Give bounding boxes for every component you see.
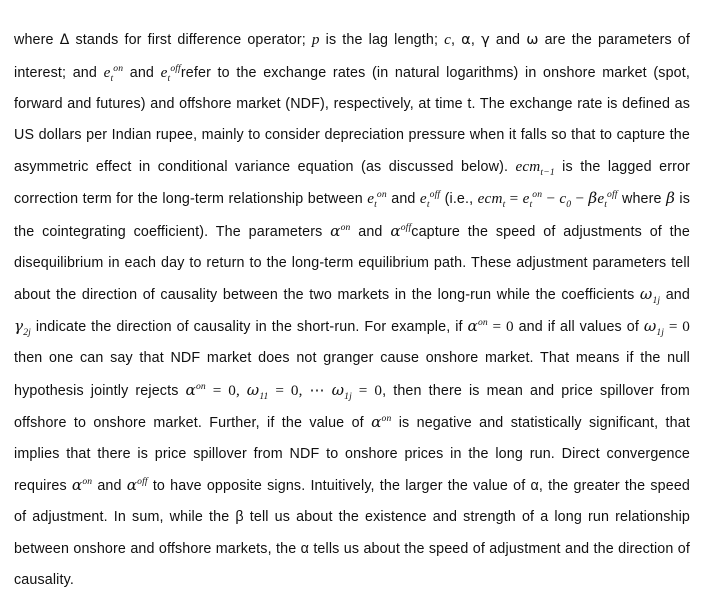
text-run: , [470, 32, 482, 49]
math-omega-1j-a [639, 284, 661, 306]
math-operator: = [505, 190, 523, 208]
math-alpha-on-2 [468, 319, 514, 335]
math-base: α [330, 221, 341, 240]
math-subscript: t [502, 199, 506, 211]
math-base: e [522, 190, 530, 208]
text-run: indicate the direction of causality in the short-run. For example, if [30, 319, 468, 336]
math-base: ω [643, 317, 657, 336]
math-operator: = 0 [487, 318, 514, 336]
math-operator: = 0, [268, 381, 310, 399]
math-alpha-on-5 [72, 478, 92, 494]
text-run: then one can say that NDF market does not granger cause onshore market. That means if the null hypothesis jointly rejects [14, 350, 690, 399]
math-superscript: on [532, 189, 543, 201]
math-beta: β [588, 189, 598, 208]
math-subscript: t [529, 199, 533, 211]
text-run: and [123, 64, 161, 81]
math-base: e [419, 190, 427, 208]
math-subscript: t [374, 199, 377, 211]
math-subscript: 1j [344, 390, 352, 402]
math-base: α [185, 380, 196, 399]
math-alpha: α [461, 31, 471, 49]
text-run: and [350, 223, 391, 240]
math-base: ω [331, 380, 345, 399]
math-operator: = 0, [205, 381, 247, 399]
text-run: stands for first difference operator; [69, 32, 312, 49]
math-superscript: off [429, 189, 441, 201]
math-base: α [371, 412, 382, 431]
math-base: α [467, 317, 478, 336]
math-base: c [559, 190, 567, 208]
math-subscript: 1j [652, 294, 661, 306]
math-e-t-off-2 [419, 189, 441, 211]
text-run: , then there is mean and price spillover from offshore to onshore market. Further, if the value of [14, 382, 690, 431]
math-subscript: t [110, 72, 114, 84]
math-superscript: off [400, 221, 412, 233]
math-base: e [103, 63, 111, 81]
text-run: where [617, 191, 667, 208]
math-e-t-off [160, 62, 181, 84]
math-operator: − [542, 190, 560, 208]
math-subscript: t [167, 72, 171, 84]
text-run: refer to the exchange rates (in natural logarithms) in onshore market (spot, forward and futures) and offshore market (NDF), respectively, at time t. The exchange rate is defined as US dollars per Indian rupee, mainly to consider depreciation pressure when it falls so that to capture the asymmetric effect in conditional variance equation (as discussed below). [14, 64, 690, 176]
math-c: c [444, 31, 452, 49]
math-superscript: off [607, 189, 618, 201]
math-omega-1j-c [331, 380, 383, 402]
math-alpha-on-1 [330, 221, 351, 240]
text-run: where [14, 32, 60, 49]
math-base: e [597, 190, 605, 208]
math-e-t-on-2 [367, 189, 387, 211]
math-subscript: 11 [259, 390, 269, 402]
math-omega-1j-b [643, 317, 690, 338]
text-run: capture the speed of adjustments of the disequilibrium in each day to return to the long-term equilibrium path. These adjustment parameters tell about the direction of causality between the two markets in the long-run while the coefficients [14, 223, 690, 303]
math-alpha-on-3 [185, 380, 247, 399]
math-base: ecm [515, 158, 541, 176]
text-run: is negative and statistically significant, that implies that there is price spillover from NDF to onshore prices in the long run. Direct convergence requires [14, 414, 690, 495]
math-superscript: on [113, 62, 124, 74]
math-beta-2: β [666, 189, 675, 208]
text-run: and [386, 191, 420, 208]
text-run: (i.e., [440, 191, 478, 208]
text-run: is the cointegrating coefficient). The parameters [14, 191, 691, 240]
math-superscript: on [381, 412, 392, 424]
text-run: and [92, 478, 127, 495]
math-delta: Δ [59, 32, 70, 49]
math-ecm-t-1 [515, 158, 555, 178]
text-run: is the lag length; [319, 32, 445, 49]
math-p: p [311, 31, 320, 49]
math-subscript: 0 [566, 199, 572, 211]
text-run: are the parameters of interest; and [14, 32, 691, 81]
text-run: and [660, 286, 690, 303]
math-superscript: off [170, 62, 181, 74]
math-base: α [126, 476, 138, 495]
math-alpha-on-4 [371, 412, 392, 431]
math-base: ω [639, 284, 653, 303]
math-gamma-2j [14, 317, 31, 338]
math-base: e [160, 63, 168, 81]
math-omega: ω [526, 31, 539, 49]
math-subscript: 2j [23, 326, 31, 338]
math-omega-11 [246, 380, 310, 402]
math-operator: = 0 [351, 381, 383, 399]
math-base: ecm [477, 190, 503, 208]
math-base: α [71, 476, 83, 495]
math-superscript: on [82, 476, 93, 488]
math-superscript: on [376, 189, 387, 201]
math-subscript: t−1 [540, 166, 555, 178]
math-e-t-on [103, 62, 124, 84]
math-alpha-off-1 [390, 221, 412, 240]
math-subscript: t [426, 199, 430, 211]
math-operator: − [571, 190, 589, 208]
math-superscript: on [477, 317, 488, 329]
text-run: and [489, 32, 527, 49]
text-run: , [451, 32, 462, 49]
math-base: γ [14, 317, 24, 336]
math-cdots: ⋯ [309, 381, 332, 399]
math-operator: = 0 [664, 318, 690, 336]
math-gamma: γ [481, 31, 490, 49]
math-base: ω [246, 380, 260, 399]
math-superscript: off [137, 476, 148, 488]
equation-ecm [477, 189, 618, 211]
math-subscript: t [604, 199, 608, 211]
body-paragraph [14, 24, 690, 596]
math-superscript: on [340, 221, 351, 233]
math-subscript: 1j [656, 326, 665, 338]
math-superscript: on [195, 380, 206, 392]
math-alpha-off-2 [127, 478, 148, 494]
math-base: α [390, 221, 401, 240]
text-run: to have opposite signs. Intuitively, the larger the value of α, the greater the speed of adjustment. In sum, while the β tell us about the existence and strength of a long run relationship between onshore and offshore markets, the α tells us about the speed of adjustment and the direction of causality. [14, 478, 691, 588]
text-run: and if all values of [513, 319, 644, 336]
math-base: e [367, 190, 375, 208]
text-run: is the lagged error correction term for the long-term relationship between [14, 159, 690, 208]
